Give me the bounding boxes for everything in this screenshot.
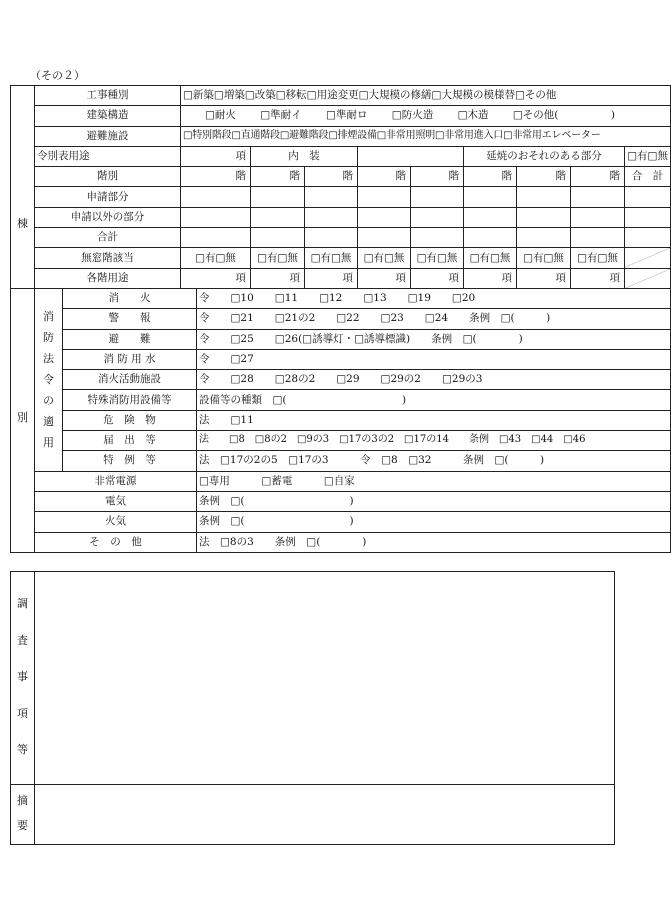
windowless-cell[interactable]: □有□無: [251, 248, 305, 268]
floor-column-header[interactable]: 階: [517, 167, 571, 187]
survey-summary-table: [10, 571, 615, 845]
floor-header-label: 階別: [35, 167, 181, 187]
fire-law-item-options[interactable]: 法 □8 □8の2 □9の3 □17の3の2 □17の14 条例 □43 □44 □46: [197, 431, 671, 451]
evacuation-options[interactable]: □特別階段□直通階段□避難階段□排煙設備□非常用照明□非常用進入口□非常用エレベーター: [181, 126, 671, 146]
floor-use-cell[interactable]: 項: [411, 268, 464, 288]
distinction-section-label: 別: [11, 288, 35, 552]
fire-law-item-options[interactable]: 法 □11: [197, 410, 671, 430]
other-item-options[interactable]: 条例 □( ): [197, 512, 671, 532]
floor-use-cell[interactable]: 項: [571, 268, 625, 288]
floor-column-header[interactable]: 階: [358, 167, 411, 187]
fire-law-item-options[interactable]: 法 □17の2の5 □17の3 令 □8 □32 条例 □( ): [197, 451, 671, 471]
floor-use-cell[interactable]: 項: [517, 268, 571, 288]
windowless-label: 無窓階該当: [35, 248, 181, 268]
other-item-options[interactable]: 法 □8の3 条例 □( ): [197, 532, 671, 552]
floor-total-header: 合 計: [625, 167, 671, 187]
fire-law-item-options[interactable]: 令 □27: [197, 349, 671, 369]
floor-area-cell[interactable]: [411, 187, 464, 207]
survey-area[interactable]: [35, 572, 615, 785]
floor-column-header[interactable]: 階: [305, 167, 358, 187]
windowless-cell[interactable]: □有□無: [411, 248, 464, 268]
floor-use-cell[interactable]: 項: [305, 268, 358, 288]
interior-value[interactable]: [358, 146, 464, 166]
floor-use-cell[interactable]: 項: [251, 268, 305, 288]
summary-label: 摘 要: [11, 785, 35, 845]
fire-law-item-label: 特殊消防用設備等: [63, 390, 197, 410]
windowless-cell[interactable]: □有□無: [358, 248, 411, 268]
floor-column-header[interactable]: 階: [251, 167, 305, 187]
spread-value[interactable]: □有□無: [625, 146, 671, 166]
windowless-cell[interactable]: □有□無: [305, 248, 358, 268]
floor-area-cell[interactable]: [251, 207, 305, 227]
floor-use-cell[interactable]: 項: [358, 268, 411, 288]
other-item-label: 電気: [35, 491, 197, 511]
structure-options[interactable]: □耐火 □準耐イ □準耐ロ □防火造 □木造 □その他( ): [181, 106, 671, 126]
floor-area-cell[interactable]: [358, 228, 411, 248]
floor-area-cell[interactable]: [464, 228, 517, 248]
floor-area-cell[interactable]: [358, 207, 411, 227]
building-section-label: 棟: [11, 86, 35, 289]
fire-law-item-label: 消火活動施設: [63, 370, 197, 390]
windowless-cell[interactable]: □有□無: [517, 248, 571, 268]
floor-area-cell[interactable]: [571, 228, 625, 248]
floor-area-cell[interactable]: [251, 228, 305, 248]
floor-area-cell[interactable]: [305, 187, 358, 207]
floor-area-cell[interactable]: [358, 187, 411, 207]
floor-use-label: 各階用途: [35, 268, 181, 288]
floor-use-cell[interactable]: 項: [464, 268, 517, 288]
floor-area-cell[interactable]: [305, 228, 358, 248]
fire-law-item-label: 消 火: [63, 288, 197, 308]
floor-area-cell[interactable]: [181, 207, 251, 227]
fire-law-item-label: 消 防 用 水: [63, 349, 197, 369]
structure-label: 建築構造: [35, 106, 181, 126]
floor-row-label: 申請以外の部分: [35, 207, 181, 227]
fire-law-item-label: 危 険 物: [63, 410, 197, 430]
construction-type-options[interactable]: □新築□増築□改築□移転□用途変更□大規模の修繕□大規模の模様替□その他: [181, 86, 671, 106]
floor-area-cell[interactable]: [571, 187, 625, 207]
fire-law-item-options[interactable]: 令 □21 □21の2 □22 □23 □24 条例 □( ): [197, 309, 671, 329]
floor-area-cell[interactable]: [411, 207, 464, 227]
other-item-label: 非常電源: [35, 471, 197, 491]
windowless-total-slash: [625, 248, 671, 268]
floor-use-total-slash: [625, 268, 671, 288]
building-form-table: [10, 85, 671, 553]
survey-label: 調 査 事 項 等: [11, 572, 35, 785]
windowless-cell[interactable]: □有□無: [181, 248, 251, 268]
floor-area-cell[interactable]: [517, 228, 571, 248]
combined-use-label: 令別表用途: [35, 146, 181, 166]
floor-area-cell[interactable]: [305, 207, 358, 227]
floor-total-cell[interactable]: [625, 207, 671, 227]
floor-total-cell[interactable]: [625, 187, 671, 207]
floor-row-label: 合計: [35, 228, 181, 248]
floor-column-header[interactable]: 階: [181, 167, 251, 187]
spread-label: 延焼のおそれのある部分: [464, 146, 625, 166]
floor-column-header[interactable]: 階: [411, 167, 464, 187]
floor-use-cell[interactable]: 項: [181, 268, 251, 288]
other-item-label: そ の 他: [35, 532, 197, 552]
page-label: （その２）: [30, 69, 85, 82]
fire-law-item-options[interactable]: 令 □28 □28の2 □29 □29の2 □29の3: [197, 370, 671, 390]
fire-law-item-options[interactable]: 令 □10 □11 □12 □13 □19 □20: [197, 288, 671, 308]
other-item-options[interactable]: □専用 □蓄電 □自家: [197, 471, 671, 491]
floor-area-cell[interactable]: [181, 187, 251, 207]
fire-law-item-label: 特 例 等: [63, 451, 197, 471]
fire-law-item-options[interactable]: 令 □25 □26(□誘導灯・□誘導標識) 条例 □( ): [197, 329, 671, 349]
floor-row-label: 申請部分: [35, 187, 181, 207]
floor-area-cell[interactable]: [464, 187, 517, 207]
fire-law-item-label: 警 報: [63, 309, 197, 329]
fire-law-section-label: 消 防 法 令 の 適 用: [35, 288, 63, 471]
floor-area-cell[interactable]: [571, 207, 625, 227]
combined-use-item[interactable]: 項: [181, 146, 251, 166]
windowless-cell[interactable]: □有□無: [571, 248, 625, 268]
floor-column-header[interactable]: 階: [571, 167, 625, 187]
floor-area-cell[interactable]: [411, 228, 464, 248]
floor-area-cell[interactable]: [251, 187, 305, 207]
windowless-cell[interactable]: □有□無: [464, 248, 517, 268]
floor-area-cell[interactable]: [517, 187, 571, 207]
floor-total-cell[interactable]: [625, 228, 671, 248]
other-item-label: 火気: [35, 512, 197, 532]
floor-column-header[interactable]: 階: [464, 167, 517, 187]
other-item-options[interactable]: 条例 □( ): [197, 491, 671, 511]
floor-area-cell[interactable]: [181, 228, 251, 248]
construction-type-label: 工事種別: [35, 86, 181, 106]
fire-law-item-label: 避 難: [63, 329, 197, 349]
fire-law-item-label: 届 出 等: [63, 431, 197, 451]
floor-area-cell[interactable]: [517, 207, 571, 227]
floor-area-cell[interactable]: [464, 207, 517, 227]
fire-law-item-options[interactable]: 設備等の種類 □( ): [197, 390, 671, 410]
evacuation-label: 避難施設: [35, 126, 181, 146]
interior-label: 内 装: [251, 146, 358, 166]
summary-area[interactable]: [35, 785, 615, 845]
